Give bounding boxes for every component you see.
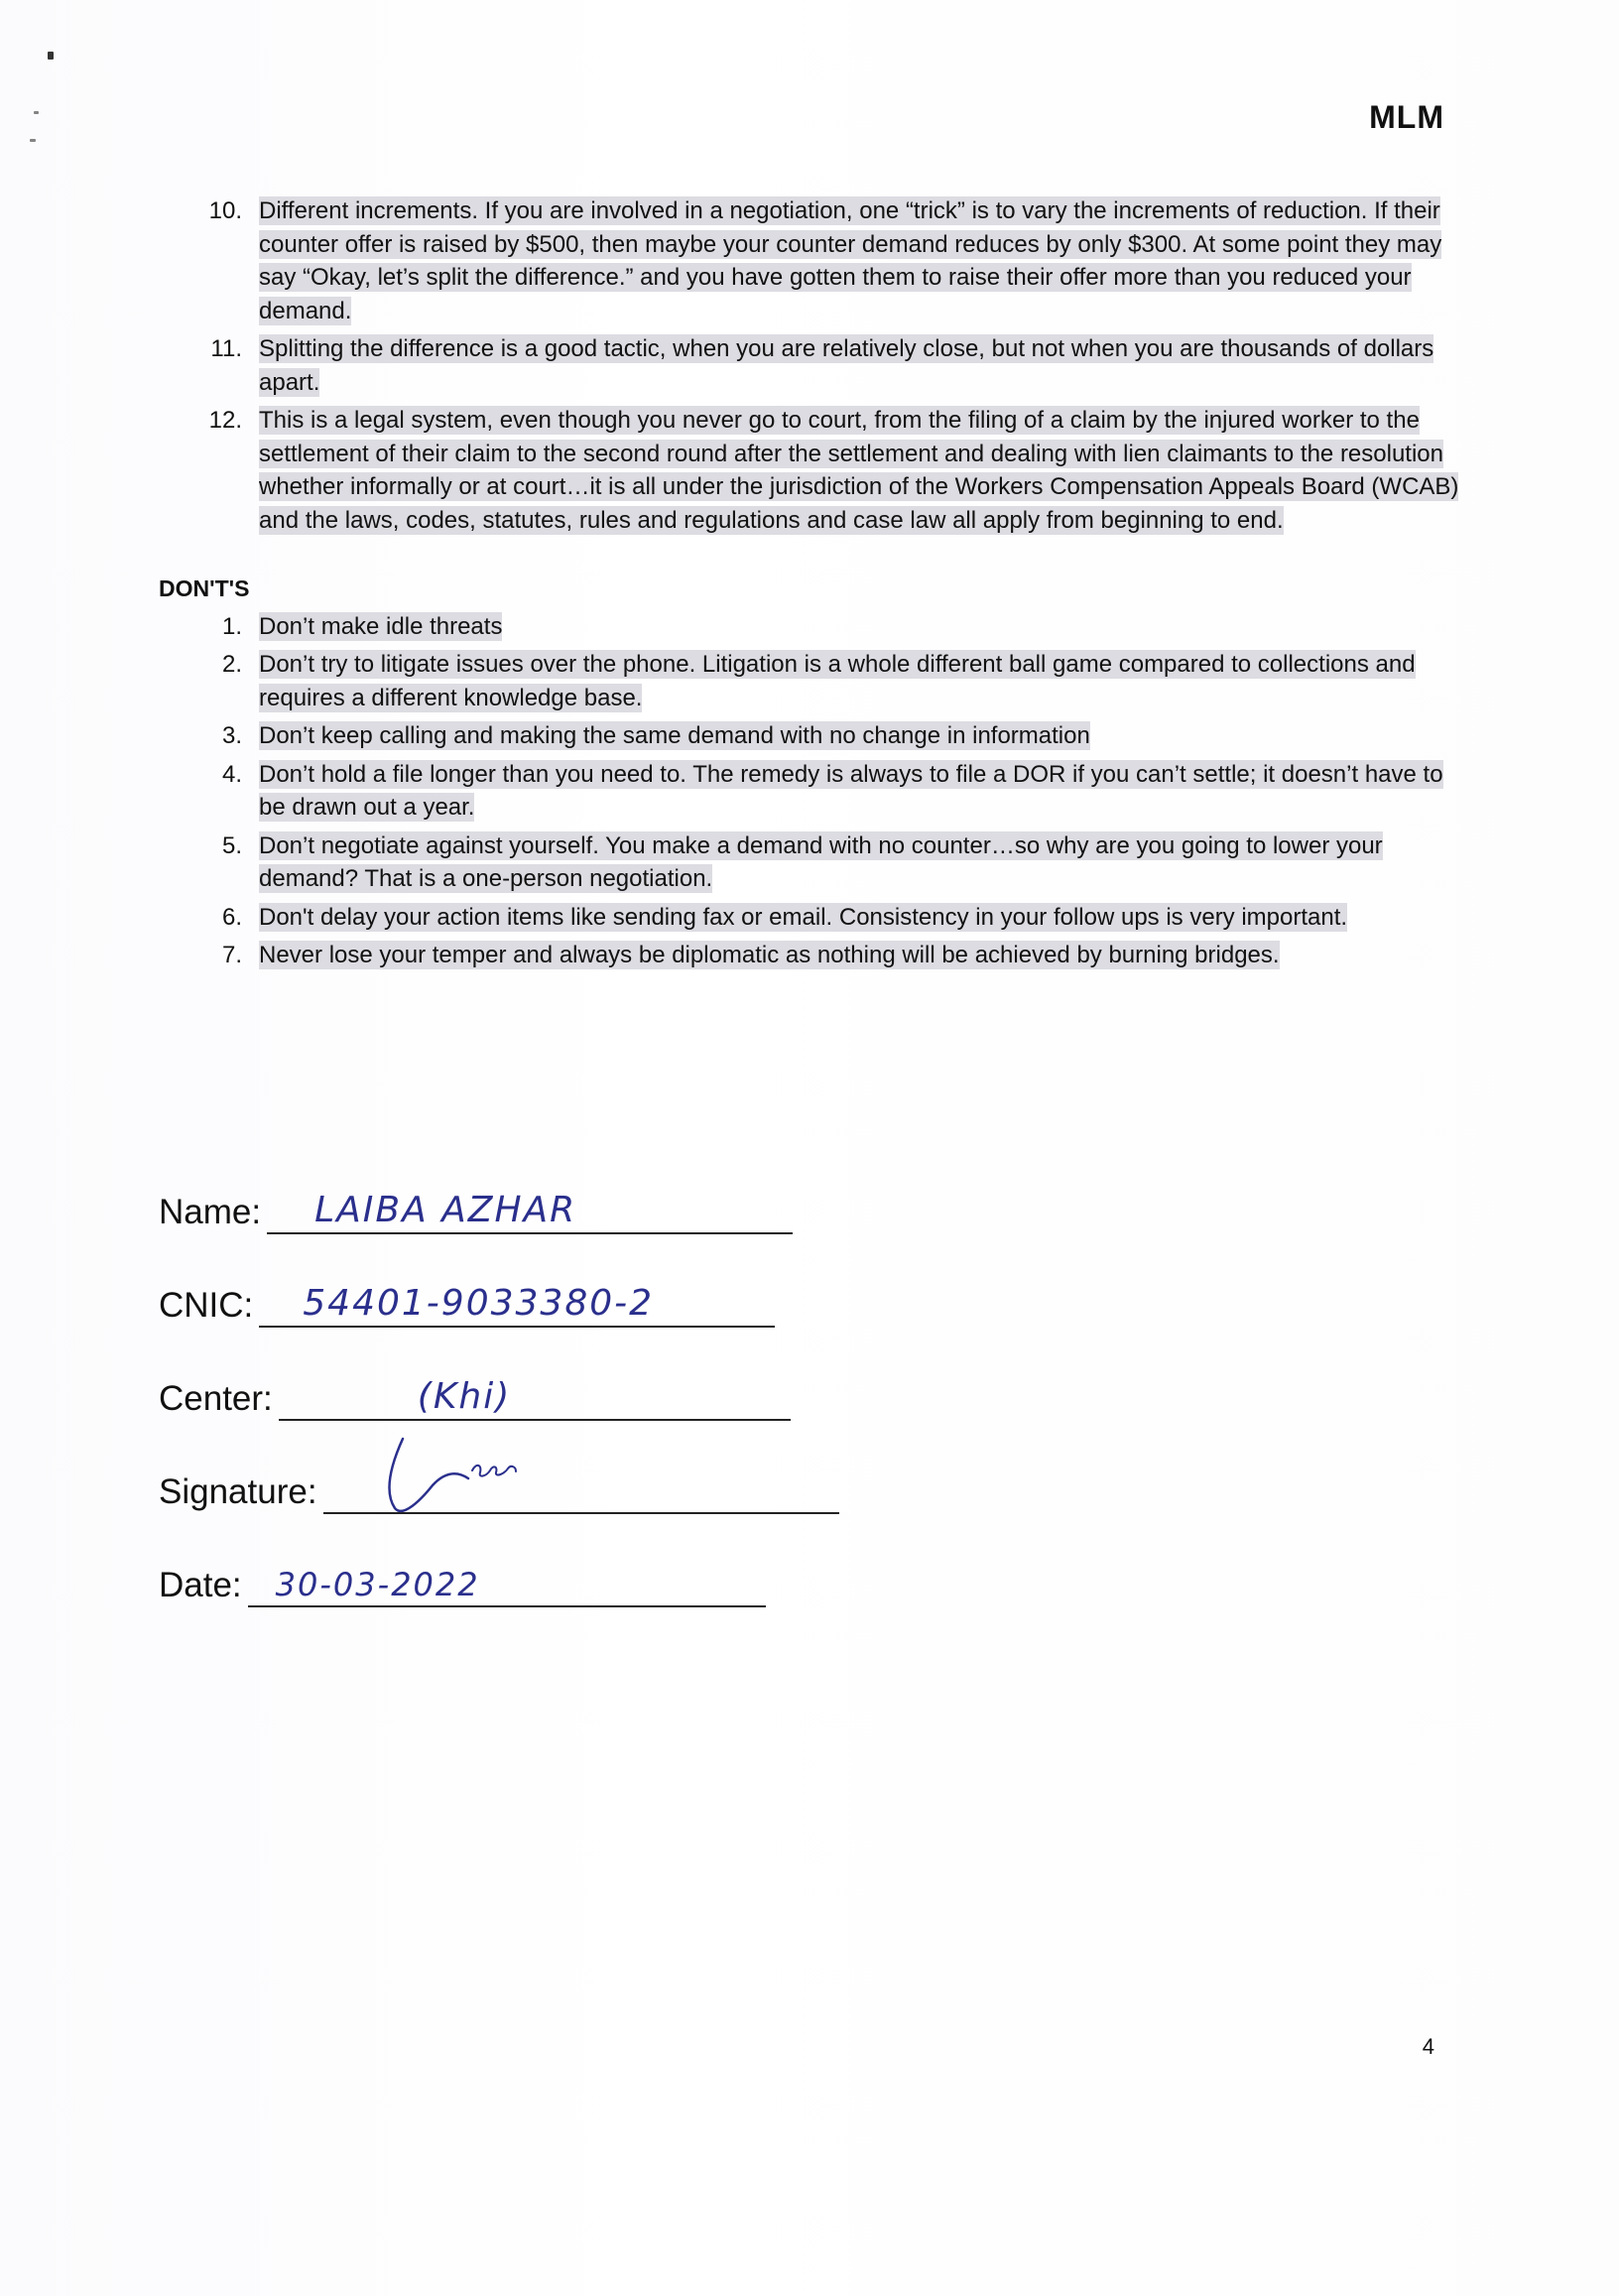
item-text: Don’t make idle threats: [259, 612, 503, 640]
list-item: [159, 332, 1468, 399]
cnic-line[interactable]: [259, 1274, 775, 1328]
item-text: Splitting the difference is a good tactic, when you are relatively close, but not when you are thousands of dollars apart.: [259, 335, 1434, 396]
item-number: 6.: [221, 903, 242, 931]
cnic-handwritten: 54401-9033380-2: [303, 1283, 655, 1324]
date-handwritten: 30-03-2022: [275, 1566, 480, 1603]
scan-speck: [30, 139, 36, 142]
center-line[interactable]: [279, 1367, 791, 1421]
item-text: This is a legal system, even though you never go to court, from the filing of a claim by the injured worker to the settlement of their claim to the second round after the settlement and dealing with lien claimants to the resolution whether informally or at court…it is all under the jurisdiction of the Workers Compensation Appeals Board (WCAB) and the laws, codes, statutes, rules and regulations and case law all apply from beginning to end.: [259, 407, 1459, 534]
name-label: Name:: [159, 1193, 262, 1231]
item-text: Don’t keep calling and making the same demand with no change in information: [259, 722, 1090, 749]
list-item: [159, 194, 1468, 327]
list-item: [159, 939, 1468, 972]
signature-line[interactable]: [323, 1461, 839, 1514]
list-item: [159, 404, 1468, 537]
item-number: 1.: [221, 612, 242, 640]
name-handwritten: LAIBA AZHAR: [314, 1190, 577, 1230]
list-item: [159, 829, 1468, 896]
cnic-field: [159, 1234, 952, 1328]
signature-label: Signature:: [159, 1472, 317, 1511]
list-item: [159, 758, 1468, 825]
scan-speck: [48, 52, 54, 60]
date-line[interactable]: [248, 1554, 766, 1607]
item-text: Don’t negotiate against yourself. You make a demand with no counter…so why are you going to lower your demand? That is a one-person negotiation.: [259, 831, 1383, 892]
item-number: 7.: [221, 942, 242, 968]
center-label: Center:: [159, 1379, 273, 1418]
list-item: [159, 610, 1468, 644]
donts-heading: DON'T'S: [159, 575, 250, 601]
item-number: 5.: [221, 831, 242, 859]
name-line[interactable]: [267, 1181, 793, 1234]
item-number: 12.: [208, 407, 242, 434]
date-label: Date:: [159, 1566, 242, 1604]
item-text: Never lose your temper and always be diplomatic as nothing will be achieved by burning bridges.: [259, 942, 1280, 968]
center-field: [159, 1328, 952, 1421]
document-body: [159, 194, 1468, 977]
signature-field: [159, 1421, 952, 1514]
item-text: Don’t hold a file longer than you need to. The remedy is always to file a DOR if you can’t settle; it doesn’t have to be drawn out a year.: [259, 760, 1443, 821]
signature-scribble: [373, 1431, 542, 1520]
item-text: Different increments. If you are involved in a negotiation, one “trick” is to vary the increments of reduction. If their counter offer is raised by $500, then maybe your counter demand reduces by only $300. At some point they may say “Okay, let’s split the difference.” and you have gotten them to raise their offer more than you reduced your demand.: [259, 197, 1442, 324]
item-number: 4.: [221, 760, 242, 788]
cnic-label: CNIC:: [159, 1286, 254, 1325]
signature-form: [159, 1141, 952, 1607]
header-mark: MLM: [1369, 99, 1444, 135]
item-text: Don't delay your action items like sending fax or email. Consistency in your follow ups is very important.: [259, 903, 1348, 931]
item-number: 3.: [221, 722, 242, 749]
item-number: 11.: [210, 335, 242, 362]
page-number: 4: [1422, 2034, 1434, 2059]
list-item: [159, 648, 1468, 714]
list-item: [159, 901, 1468, 935]
donts-list: [159, 610, 1468, 972]
name-field: [159, 1141, 952, 1234]
dos-continued-list: [159, 194, 1468, 537]
item-number: 2.: [221, 651, 242, 678]
item-text: Don’t try to litigate issues over the phone. Litigation is a whole different ball game compared to collections and requires a different knowledge base.: [259, 651, 1416, 711]
center-handwritten: (Khi): [417, 1376, 512, 1417]
item-number: 10.: [208, 197, 242, 224]
scan-speck: [34, 111, 39, 114]
date-field: [159, 1514, 952, 1607]
list-item: [159, 719, 1468, 753]
